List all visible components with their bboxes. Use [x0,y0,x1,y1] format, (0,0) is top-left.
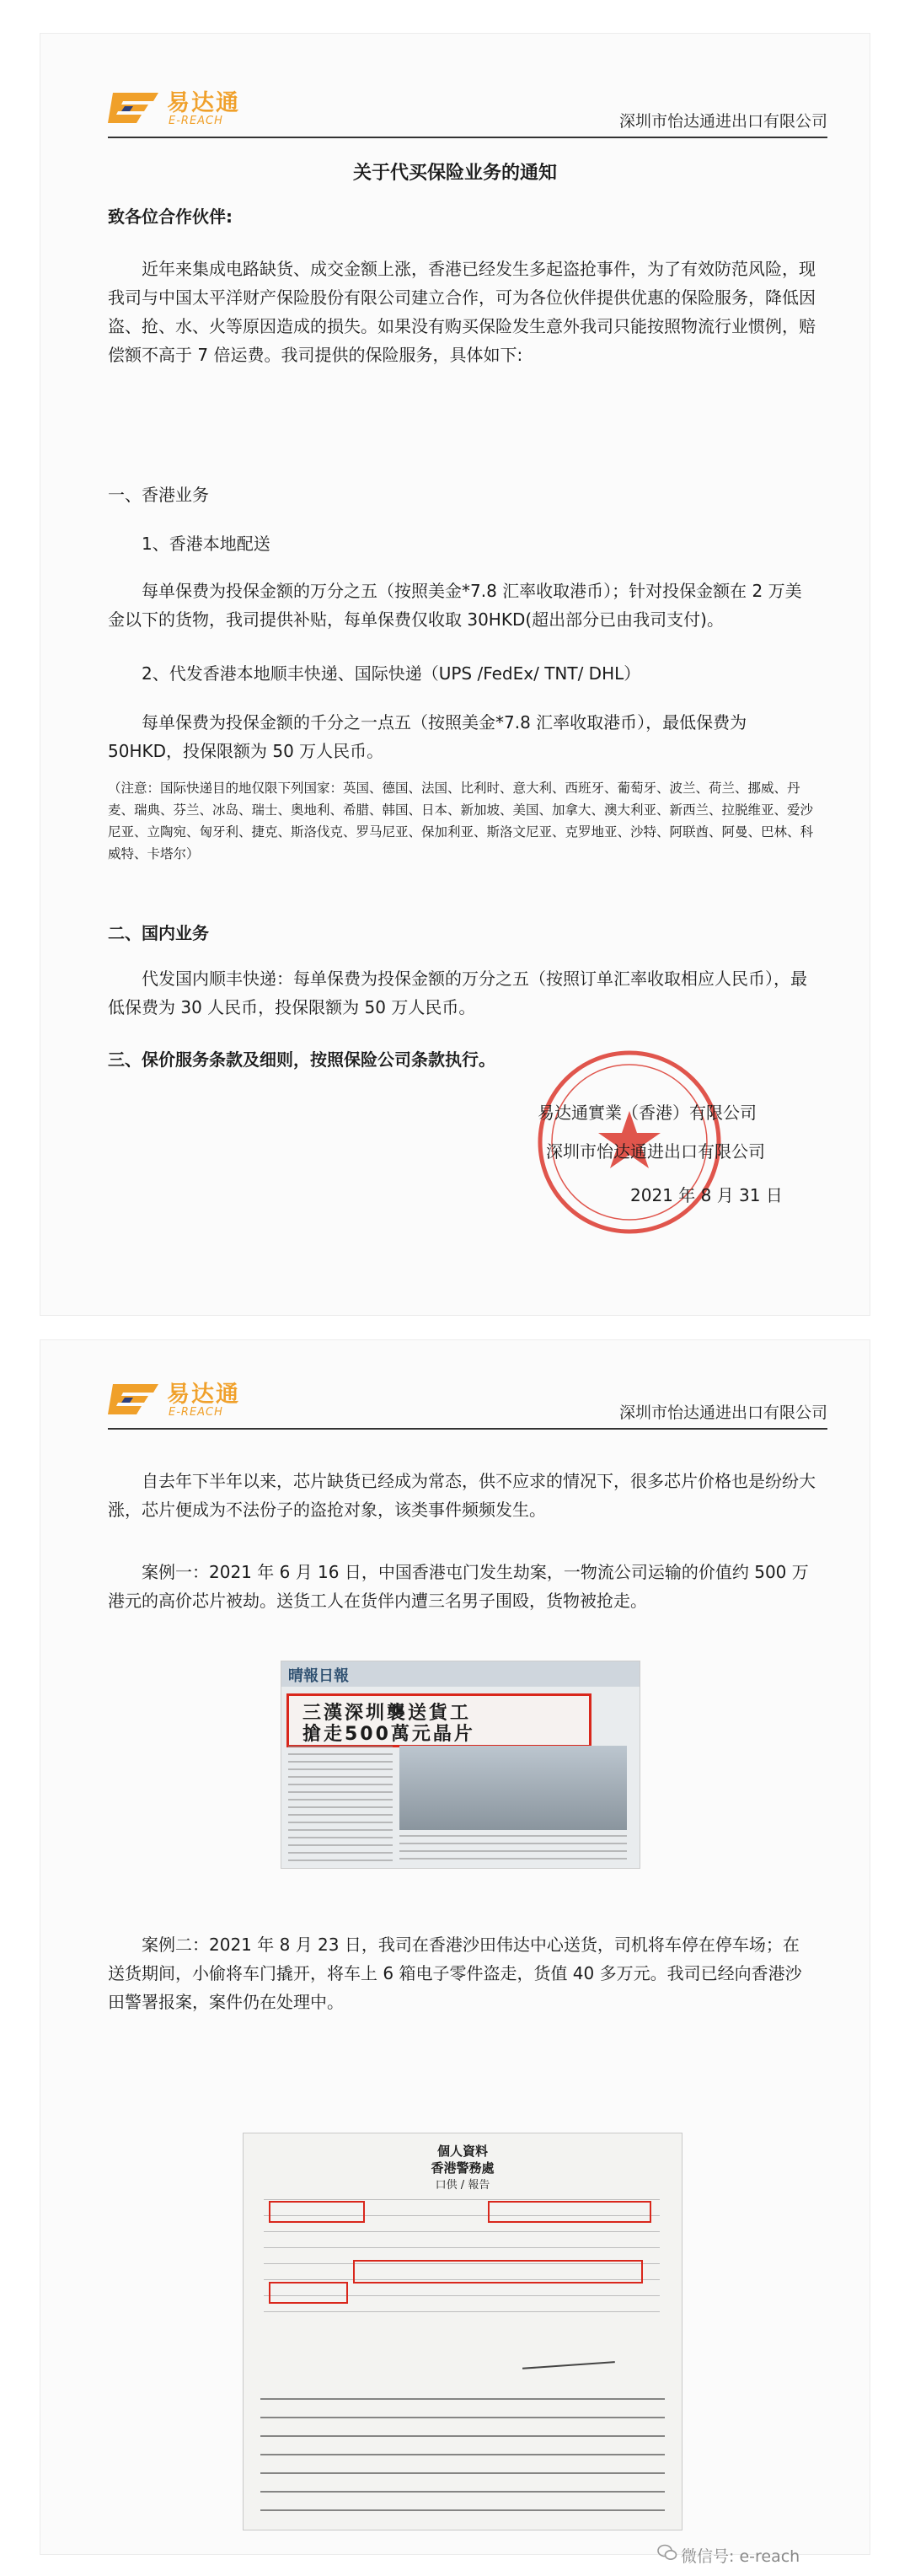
section-domestic: 二、国内业务 [108,923,209,943]
report-highlight-box [353,2260,643,2284]
notice-page [40,34,870,1315]
report-title-police: 香港警務處 [431,2160,495,2176]
company-logo [108,83,276,133]
report-handwriting [260,2386,665,2521]
signature-hk-company: 易达通實業（香港）有限公司 [538,1103,757,1123]
report-highlight-box [269,2201,365,2223]
hk-express-text: 每单保费为投保金额的千分之一点五（按照美金*7.8 汇率收取港币），最低保费为 50HKD，投保限额为 50 万人民币。 [108,712,747,761]
report-highlight-box [488,2201,651,2223]
letterhead-company: 深圳市怡达通进出口有限公司 [618,1403,827,1422]
letterhead-company: 深圳市怡达通进出口有限公司 [618,112,827,131]
news-headline-line2: 搶走500萬元晶片 [302,1724,475,1745]
case-two: 案例二：2021 年 8 月 23 日，我司在香港沙田伟达中心送货，司机将车停在停车场；在送货期间，小偷将车门撬开，将车上 6 箱电子零件盗走，货值 40 多万元。我司已经向香港沙田警署报案，案件仍在处理中。 [108,1935,802,2012]
news-headline-line1: 三漢深圳襲送貨工 [302,1703,472,1724]
cases-page [40,1340,870,2554]
logo-english-text: E-REACH [169,1406,223,1419]
hk-local-text: 每单保费为投保金额的万分之五（按照美金*7.8 汇率收取港币）；针对投保金额在 2 万美金以下的货物，我司提供补贴，每单保费仅收取 30HKD(超出部分已由我司支付)。 [108,581,802,630]
news-headline-box [286,1693,592,1747]
news-caption [399,1835,627,1864]
hk-express-heading: 2、代发香港本地顺丰快递、国际快递（UPS /FedEx/ TNT/ DHL） [142,663,641,684]
logo-chinese-text: 易达通 [167,90,240,116]
logo-english-text: E-REACH [169,115,223,127]
police-report-image [243,2133,682,2530]
greeting: 致各位合作伙伴: [108,207,233,227]
letterhead [108,83,827,138]
section-hk: 一、香港业务 [108,485,209,505]
hk-local-heading: 1、香港本地配送 [142,534,270,554]
report-signature [521,2339,615,2369]
signature-sz-company: 深圳市怡达通进出口有限公司 [546,1141,765,1162]
report-highlight-box [269,2282,348,2304]
e-reach-logo-icon [108,1381,162,1416]
section-terms: 三、保价服务条款及细则，按照保险公司条款执行。 [108,1049,495,1070]
intro-paragraph: 近年来集成电路缺货、成交金额上涨，香港已经发生多起盗抢事件，为了有效防范风险，现我司与中国太平洋财产保险股份有限公司建立合作，可为各位伙伴提供优惠的保险服务，降低因盗、抢、水、火等原因造成的损失。如果没有购买保险发生意外我司只能按照物流行业惯例，赔偿额不高于 7 倍运费。我司提供的保险服务，具体如下: [108,259,816,365]
news-body-text [288,1746,393,1864]
company-logo [108,1374,276,1425]
notice-date: 2021 年 8 月 31 日 [630,1185,783,1205]
notice-title: 关于代买保险业务的通知 [352,163,557,184]
news-masthead [281,1661,640,1687]
case-one: 案例一：2021 年 6 月 16 日，中国香港屯门发生劫案，一物流公司运输的价值约 500 万港元的高价芯片被劫。送货工人在货伴内遭三名男子围殴，货物被抢走。 [108,1562,809,1611]
wechat-icon [657,2542,677,2563]
logo-chinese-text: 易达通 [167,1382,240,1408]
domestic-text: 代发国内顺丰快递：每单保费为投保金额的万分之五（按照订单汇率收取相应人民币），最低保费为 30 人民币，投保限额为 50 万人民币。 [108,969,807,1017]
cases-intro: 自去年下半年以来，芯片缺货已经成为常态，供不应求的情况下，很多芯片价格也是纷纷大涨，芯片便成为不法份子的盗抢对象，该类事件频频发生。 [108,1471,816,1520]
letterhead [108,1374,827,1430]
e-reach-logo-icon [108,89,162,125]
report-title-statement: 口供 / 報告 [435,2179,490,2192]
wechat-watermark: 微信号: e-reach [681,2547,800,2566]
news-photo [399,1746,627,1830]
report-title-personal: 個人資料 [436,2144,488,2159]
news-brand: 晴報日報 [288,1667,349,1685]
country-note: （注意：国际快递目的地仅限下列国家：英国、德国、法国、比利时、意大利、西班牙、葡萄牙、波兰、荷兰、挪威、丹麦、瑞典、芬兰、冰岛、瑞士、奥地利、希腊、韩国、日本、新加坡、美国、加拿大、澳大利亚、新西兰、拉脱维亚、爱沙尼亚、立陶宛、匈牙利、捷克、斯洛伐克、罗马尼亚、保加利亚、斯洛文尼亚、克罗地亚、沙特、阿联酋、阿曼、巴林、科威特、卡塔尔） [108,781,814,861]
news-clipping-image [281,1661,640,1869]
